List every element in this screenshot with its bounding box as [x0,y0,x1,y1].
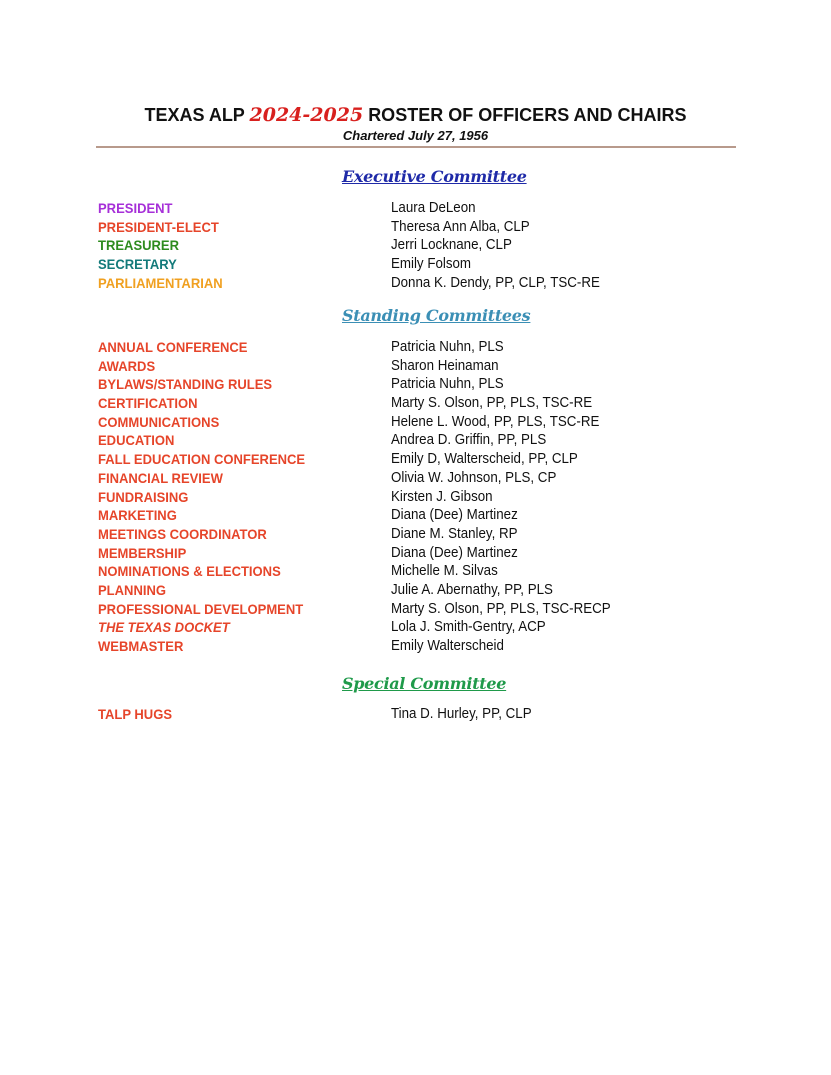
chartered-date: Chartered July 27, 1956 [342,128,489,143]
title-prefix: TEXAS ALP [144,105,245,125]
committee-role: FINANCIAL REVIEW [98,469,223,486]
roster-row [0,450,831,469]
member-name: Kirsten J. Gibson [391,488,493,505]
roster-row [0,705,831,724]
member-name: Michelle M. Silvas [391,563,498,580]
committee-role: TREASURER [98,237,180,254]
committee-role: NOMINATIONS & ELECTIONS [98,563,281,580]
committee-role: BYLAWS/STANDING RULES [98,376,273,393]
committee-role: MEETINGS COORDINATOR [98,525,267,542]
member-name: Sharon Heinaman [391,357,499,374]
roster-row [0,488,831,507]
committee-role: PROFESSIONAL DEVELOPMENT [98,600,304,617]
member-name: Emily Walterscheid [391,638,504,654]
roster-row [0,199,831,218]
roster-row [0,236,831,255]
committee-role: EDUCATION [98,432,175,449]
committee-role: CERTIFICATION [98,395,198,412]
roster-row [0,637,831,656]
roster-row [0,600,831,619]
committee-role: MEMBERSHIP [98,544,187,561]
executive-committee-list [0,199,831,292]
committee-role: PLANNING [98,581,167,598]
member-name: Donna K. Dendy, PP, CLP, TSC-RE [391,274,600,291]
member-name: Diane M. Stanley, RP [391,525,518,542]
title-years: 2024-2025 [249,104,364,126]
roster-title [0,103,831,127]
member-name: Emily D, Walterscheid, PP, CLP [391,451,578,468]
committee-role: THE TEXAS DOCKET [98,619,230,636]
title-suffix: ROSTER OF OFFICERS AND CHAIRS [368,105,687,125]
special-committee-list [0,705,831,724]
committee-role: MARKETING [98,507,177,524]
roster-row [0,562,831,581]
member-name: Jerri Locknane, CLP [391,237,512,254]
roster-row [0,431,831,450]
committee-role: WEBMASTER [98,638,184,654]
committee-role: FUNDRAISING [98,488,189,505]
committee-role: PRESIDENT-ELECT [98,218,219,235]
roster-row [0,255,831,274]
roster-row [0,375,831,394]
committee-role: SECRETARY [98,256,177,273]
standing-committees-list [0,338,831,656]
roster-row [0,274,831,293]
committee-role: TALP HUGS [98,706,173,722]
roster-row [0,338,831,357]
committee-role: FALL EDUCATION CONFERENCE [98,451,306,468]
member-name: Marty S. Olson, PP, PLS, TSC-RE [391,395,593,412]
committee-role: PARLIAMENTARIAN [98,274,223,291]
roster-row [0,581,831,600]
member-name: Julie A. Abernathy, PP, PLS [391,581,553,598]
member-name: Theresa Ann Alba, CLP [391,218,530,235]
member-name: Helene L. Wood, PP, PLS, TSC-RE [391,413,600,430]
member-name: Patricia Nuhn, PLS [391,339,504,355]
document-header [0,103,831,144]
committee-role: AWARDS [98,357,156,374]
committee-role: ANNUAL CONFERENCE [98,339,248,355]
member-name: Diana (Dee) Martinez [391,507,518,524]
roster-row [0,618,831,637]
roster-row [0,506,831,525]
standing-committees-heading: Standing Committees [342,306,531,325]
member-name: Lola J. Smith-Gentry, ACP [391,619,546,636]
roster-row [0,218,831,237]
member-name: Olivia W. Johnson, PLS, CP [391,469,557,486]
member-name: Emily Folsom [391,256,472,273]
roster-row [0,469,831,488]
special-committee-heading: Special Committee [342,674,507,693]
committee-role: PRESIDENT [98,200,173,216]
roster-row [0,544,831,563]
member-name: Andrea D. Griffin, PP, PLS [391,432,547,449]
roster-row [0,394,831,413]
executive-committee-heading: Executive Committee [342,167,527,186]
roster-row [0,525,831,544]
member-name: Tina D. Hurley, PP, CLP [391,706,532,722]
header-divider [96,146,736,148]
member-name: Laura DeLeon [391,200,476,216]
member-name: Marty S. Olson, PP, PLS, TSC-RECP [391,600,611,617]
member-name: Diana (Dee) Martinez [391,544,518,561]
member-name: Patricia Nuhn, PLS [391,376,504,393]
roster-row [0,357,831,376]
committee-role: COMMUNICATIONS [98,413,220,430]
roster-row [0,413,831,432]
